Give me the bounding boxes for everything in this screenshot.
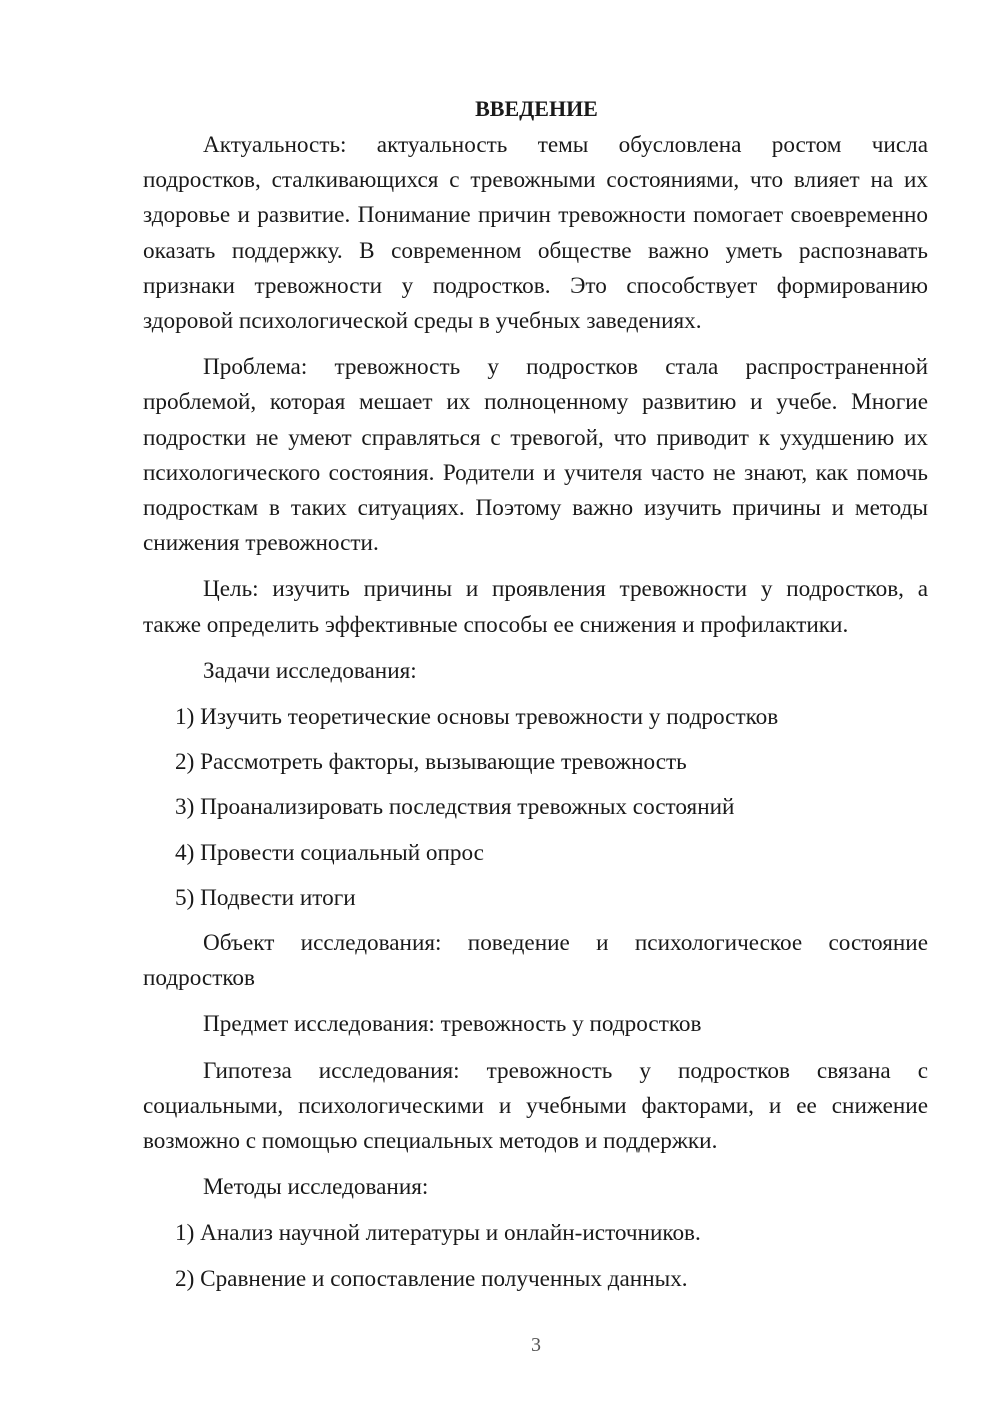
goal-paragraph: Цель: изучить причины и проявления тревожности у подростков, а также определить эффективные способы ее снижения и профилактики. [143,576,928,638]
methods-heading: Методы исследования: [203,1174,429,1201]
relevance-paragraph: Актуальность: актуальность темы обусловлена ростом числа подростков, сталкивающихся с тревожными состояниями, что влияет на их здоровье и развитие. Понимание причин тревожности помогает своевременно оказать поддержку. В современном обществе важно уметь распознавать признаки тревожности у подростков. Это способствует формированию здоровой психологической среды в учебных заведениях. [143,132,928,335]
task-item: 5) Подвести итоги [175,884,356,911]
methods-list [143,1216,928,1296]
subject-paragraph: Предмет исследования: тревожность у подростков [203,1011,702,1038]
document-page [143,92,928,1307]
task-item: 2) Рассмотреть факторы, вызывающие тревожность [175,749,687,776]
page-number: 3 [531,1334,541,1356]
page-title: ВВЕДЕНИЕ [475,96,598,121]
task-item: 4) Провести социальный опрос [175,839,484,866]
tasks-list [143,700,928,916]
method-item: 2) Сравнение и сопоставление полученных данных. [175,1265,688,1292]
task-item: 1) Изучить теоретические основы тревожности у подростков [175,704,779,731]
problem-paragraph: Проблема: тревожность у подростков стала распространенной проблемой, которая мешает их полноценному развитию и учебе. Многие подростки не умеют справляться с тревогой, что приводит к ухудшению их психологического состояния. Родители и учителя часто не знают, как помочь подросткам в таких ситуациях. Поэтому важно изучить причины и методы снижения тревожности. [143,354,928,557]
hypothesis-paragraph: Гипотеза исследования: тревожность у подростков связана с социальными, психологическими и учебными факторами, и ее снижение возможно с помощью специальных методов и поддержки. [143,1057,928,1155]
method-item: 1) Анализ научной литературы и онлайн-источников. [175,1220,701,1247]
object-paragraph: Объект исследования: поведение и психологическое состояние подростков [143,930,928,992]
task-item: 3) Проанализировать последствия тревожных состояний [175,794,735,821]
tasks-heading: Задачи исследования: [203,657,417,684]
